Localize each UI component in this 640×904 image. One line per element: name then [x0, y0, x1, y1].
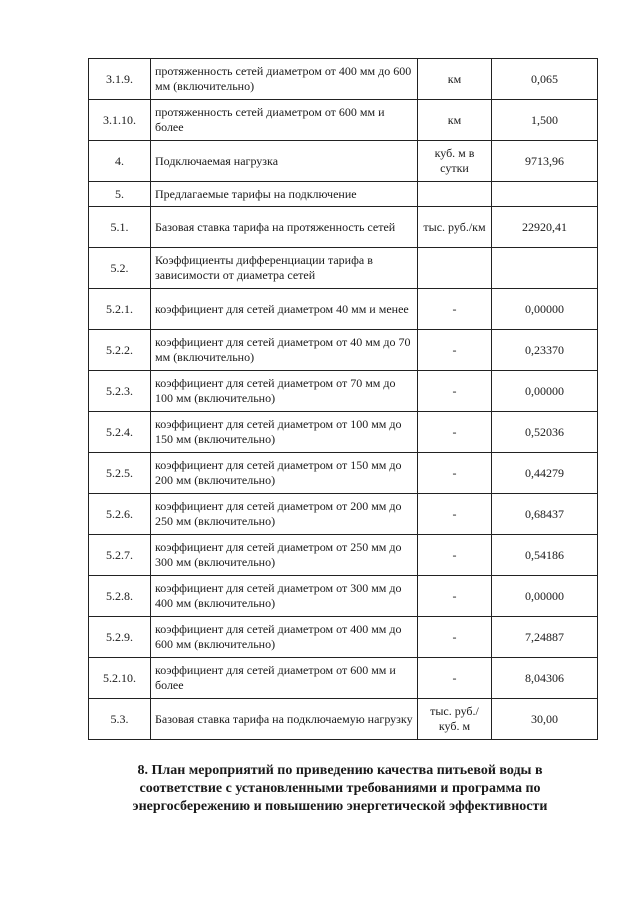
table-row — [89, 289, 598, 330]
table-row — [89, 535, 598, 576]
tariff-table — [88, 58, 598, 740]
row-value: 0,00000 — [492, 576, 598, 617]
row-value: 0,00000 — [492, 371, 598, 412]
row-unit: км — [418, 100, 492, 141]
row-number: 5. — [89, 182, 151, 207]
row-value: 0,68437 — [492, 494, 598, 535]
row-description: коэффициент для сетей диаметром от 200 мм до 250 мм (включительно) — [151, 494, 418, 535]
row-unit: - — [418, 453, 492, 494]
row-value: 0,52036 — [492, 412, 598, 453]
table-row — [89, 658, 598, 699]
table-row — [89, 371, 598, 412]
table-row — [89, 207, 598, 248]
row-unit: - — [418, 289, 492, 330]
row-number: 5.2.7. — [89, 535, 151, 576]
row-number: 4. — [89, 141, 151, 182]
row-description: коэффициент для сетей диаметром от 400 мм до 600 мм (включительно) — [151, 617, 418, 658]
row-number: 5.2.8. — [89, 576, 151, 617]
row-unit: тыс. руб./куб. м — [418, 699, 492, 740]
row-description: протяженность сетей диаметром от 400 мм до 600 мм (включительно) — [151, 59, 418, 100]
table-row — [89, 330, 598, 371]
row-unit: - — [418, 576, 492, 617]
table-row — [89, 100, 598, 141]
row-description: Базовая ставка тарифа на протяженность сетей — [151, 207, 418, 248]
row-value: 7,24887 — [492, 617, 598, 658]
row-description: коэффициент для сетей диаметром 40 мм и менее — [151, 289, 418, 330]
row-description: коэффициент для сетей диаметром от 100 мм до 150 мм (включительно) — [151, 412, 418, 453]
row-number: 5.2.6. — [89, 494, 151, 535]
row-value: 8,04306 — [492, 658, 598, 699]
row-description: коэффициент для сетей диаметром от 150 мм до 200 мм (включительно) — [151, 453, 418, 494]
row-number: 3.1.9. — [89, 59, 151, 100]
row-number: 5.2.2. — [89, 330, 151, 371]
row-number: 5.3. — [89, 699, 151, 740]
row-unit: - — [418, 412, 492, 453]
row-value: 30,00 — [492, 699, 598, 740]
row-value: 9713,96 — [492, 141, 598, 182]
row-value — [492, 248, 598, 289]
row-description: коэффициент для сетей диаметром от 300 мм до 400 мм (включительно) — [151, 576, 418, 617]
row-unit: - — [418, 535, 492, 576]
row-number: 5.1. — [89, 207, 151, 248]
row-value: 1,500 — [492, 100, 598, 141]
table-row — [89, 59, 598, 100]
row-description: Предлагаемые тарифы на подключение — [151, 182, 418, 207]
row-unit: - — [418, 494, 492, 535]
row-unit: куб. м в сутки — [418, 141, 492, 182]
row-number: 5.2.3. — [89, 371, 151, 412]
row-unit: - — [418, 617, 492, 658]
row-unit — [418, 248, 492, 289]
row-number: 5.2.10. — [89, 658, 151, 699]
row-value: 0,54186 — [492, 535, 598, 576]
table-row — [89, 412, 598, 453]
row-value — [492, 182, 598, 207]
row-description: Подключаемая нагрузка — [151, 141, 418, 182]
table-row — [89, 576, 598, 617]
row-value: 0,065 — [492, 59, 598, 100]
row-unit — [418, 182, 492, 207]
row-unit: - — [418, 658, 492, 699]
row-unit: - — [418, 371, 492, 412]
row-description: коэффициент для сетей диаметром от 70 мм до 100 мм (включительно) — [151, 371, 418, 412]
row-description: коэффициент для сетей диаметром от 600 мм и более — [151, 658, 418, 699]
row-description: протяженность сетей диаметром от 600 мм и более — [151, 100, 418, 141]
row-value: 0,44279 — [492, 453, 598, 494]
row-description: Коэффициенты дифференциации тарифа в зависимости от диаметра сетей — [151, 248, 418, 289]
row-number: 5.2.9. — [89, 617, 151, 658]
row-description: коэффициент для сетей диаметром от 40 мм до 70 мм (включительно) — [151, 330, 418, 371]
row-number: 3.1.10. — [89, 100, 151, 141]
row-number: 5.2.1. — [89, 289, 151, 330]
table-row — [89, 453, 598, 494]
row-description: Базовая ставка тарифа на подключаемую нагрузку — [151, 699, 418, 740]
table-row — [89, 617, 598, 658]
section-heading: 8. План мероприятий по приведению качества питьевой воды в соответствие с установленными требованиями и программа по энергосбережению и повышению энергетической эффективности — [132, 763, 548, 814]
row-value: 0,23370 — [492, 330, 598, 371]
row-unit: - — [418, 330, 492, 371]
table-row — [89, 248, 598, 289]
table-row — [89, 699, 598, 740]
row-value: 22920,41 — [492, 207, 598, 248]
table-row — [89, 182, 598, 207]
row-value: 0,00000 — [492, 289, 598, 330]
table-row — [89, 141, 598, 182]
row-number: 5.2. — [89, 248, 151, 289]
row-number: 5.2.4. — [89, 412, 151, 453]
row-description: коэффициент для сетей диаметром от 250 мм до 300 мм (включительно) — [151, 535, 418, 576]
table-row — [89, 494, 598, 535]
row-unit: км — [418, 59, 492, 100]
row-number: 5.2.5. — [89, 453, 151, 494]
row-unit: тыс. руб./км — [418, 207, 492, 248]
